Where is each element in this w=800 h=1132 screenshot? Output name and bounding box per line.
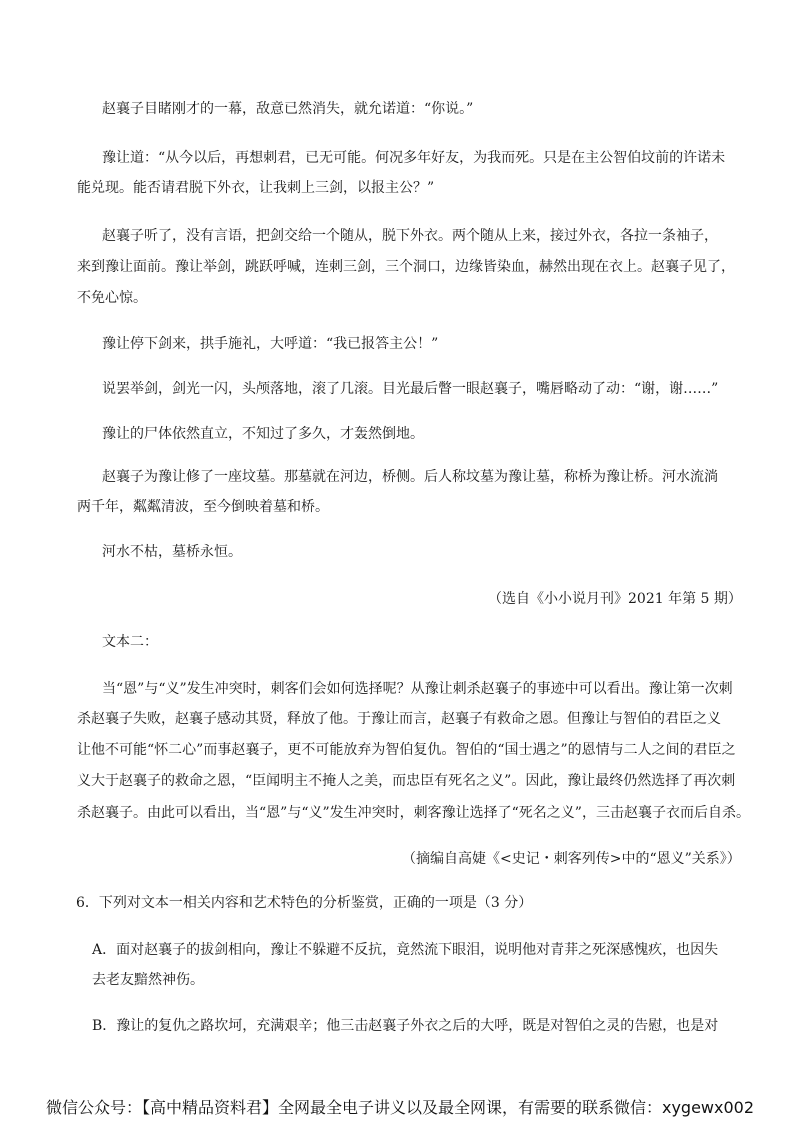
source-citation: （摘编自高婕《<史记・刺客列传>中的“恩义”关系》） bbox=[402, 851, 741, 867]
question-stem: 6．下列对文本一相关内容和艺术特色的分析鉴赏，正确的一项是（3 分） bbox=[76, 895, 533, 911]
paragraph-line: 来到豫让面前。豫让举剑，跳跃呼喊，连刺三剑，三个洞口，边缘皆染血，赫然出现在衣上。赵襄子见了， bbox=[77, 259, 735, 275]
paragraph-line: 赵襄子听了，没有言语，把剑交给一个随从，脱下外衣。两个随从上来，接过外衣，各拉一条袖子， bbox=[102, 228, 718, 244]
paragraph-line: 杀赵襄子。由此可以看出，当“恩”与“义”发生冲突时，刺客豫让选择了“死名之义”，三击赵襄子衣而后自杀。 bbox=[77, 805, 750, 821]
source-citation: （选自《小小说月刊》2021 年第 5 期） bbox=[488, 591, 742, 607]
option-a: A．面对赵襄子的拔剑相向，豫让不躲避不反抗，竟然流下眼泪，说明他对青荓之死深感愧疚，也因失 bbox=[92, 942, 719, 958]
paragraph-line: 赵襄子为豫让修了一座坟墓。那墓就在河边，桥侧。后人称坟墓为豫让墓，称桥为豫让桥。河水流淌 bbox=[102, 469, 718, 485]
paragraph-line: 不免心惊。 bbox=[77, 290, 147, 306]
paragraph-line: 义大于赵襄子的救命之恩，“臣闻明主不掩人之美，而忠臣有死名之义”。因此，豫让最终仍然选择了再次刺 bbox=[77, 773, 736, 789]
paragraph-line: 豫让道：“从今以后，再想刺君，已无可能。何况多年好友，为我而死。只是在主公智伯坟前的许诺未 bbox=[102, 150, 726, 166]
paragraph-line: 能兑现。能否请君脱下外衣，让我刺上三剑，以报主公？” bbox=[77, 180, 435, 196]
paragraph-line: 河水不枯，墓桥永恒。 bbox=[102, 544, 242, 560]
paragraph-line: 当“恩”与“义”发生冲突时，刺客们会如何选择呢？从豫让刺杀赵襄子的事迹中可以看出。豫让第一次刺 bbox=[102, 681, 733, 697]
paragraph-line: 说罢举剑，剑光一闪，头颅落地，滚了几滚。目光最后瞥一眼赵襄子，嘴唇略动了动：“谢，谢……” bbox=[102, 381, 719, 397]
option-a-continued: 去老友黯然神伤。 bbox=[92, 972, 204, 988]
section-heading: 文本二： bbox=[102, 634, 158, 650]
option-b: B．豫让的复仇之路坎坷，充满艰辛；他三击赵襄子外衣之后的大呼，既是对智伯之灵的告慰，也是对 bbox=[92, 1018, 719, 1034]
paragraph-line: 杀赵襄子失败，赵襄子感动其贤，释放了他。于豫让而言，赵襄子有救命之恩。但豫让与智伯的君臣之义 bbox=[77, 711, 721, 727]
paragraph-line: 两千年，粼粼清波，至今倒映着墓和桥。 bbox=[77, 499, 329, 515]
paragraph-line: 赵襄子目睹刚才的一幕，敌意已然消失，就允诺道：“你说。” bbox=[102, 101, 474, 117]
paragraph-line: 让他不可能“怀二心”而事赵襄子，更不可能放弃为智伯复仇。智伯的“国士遇之”的恩情与二人之间的君臣之 bbox=[77, 742, 736, 758]
paragraph-line: 豫让停下剑来，拱手施礼，大呼道：“我已报答主公！” bbox=[102, 336, 439, 352]
paragraph-line: 豫让的尸体依然直立，不知过了多久，才轰然倒地。 bbox=[102, 426, 424, 442]
footer-banner: 微信公众号：【高中精品资料君】全网最全电子讲义以及最全网课，有需要的联系微信：xygewx002 bbox=[45, 1098, 755, 1117]
